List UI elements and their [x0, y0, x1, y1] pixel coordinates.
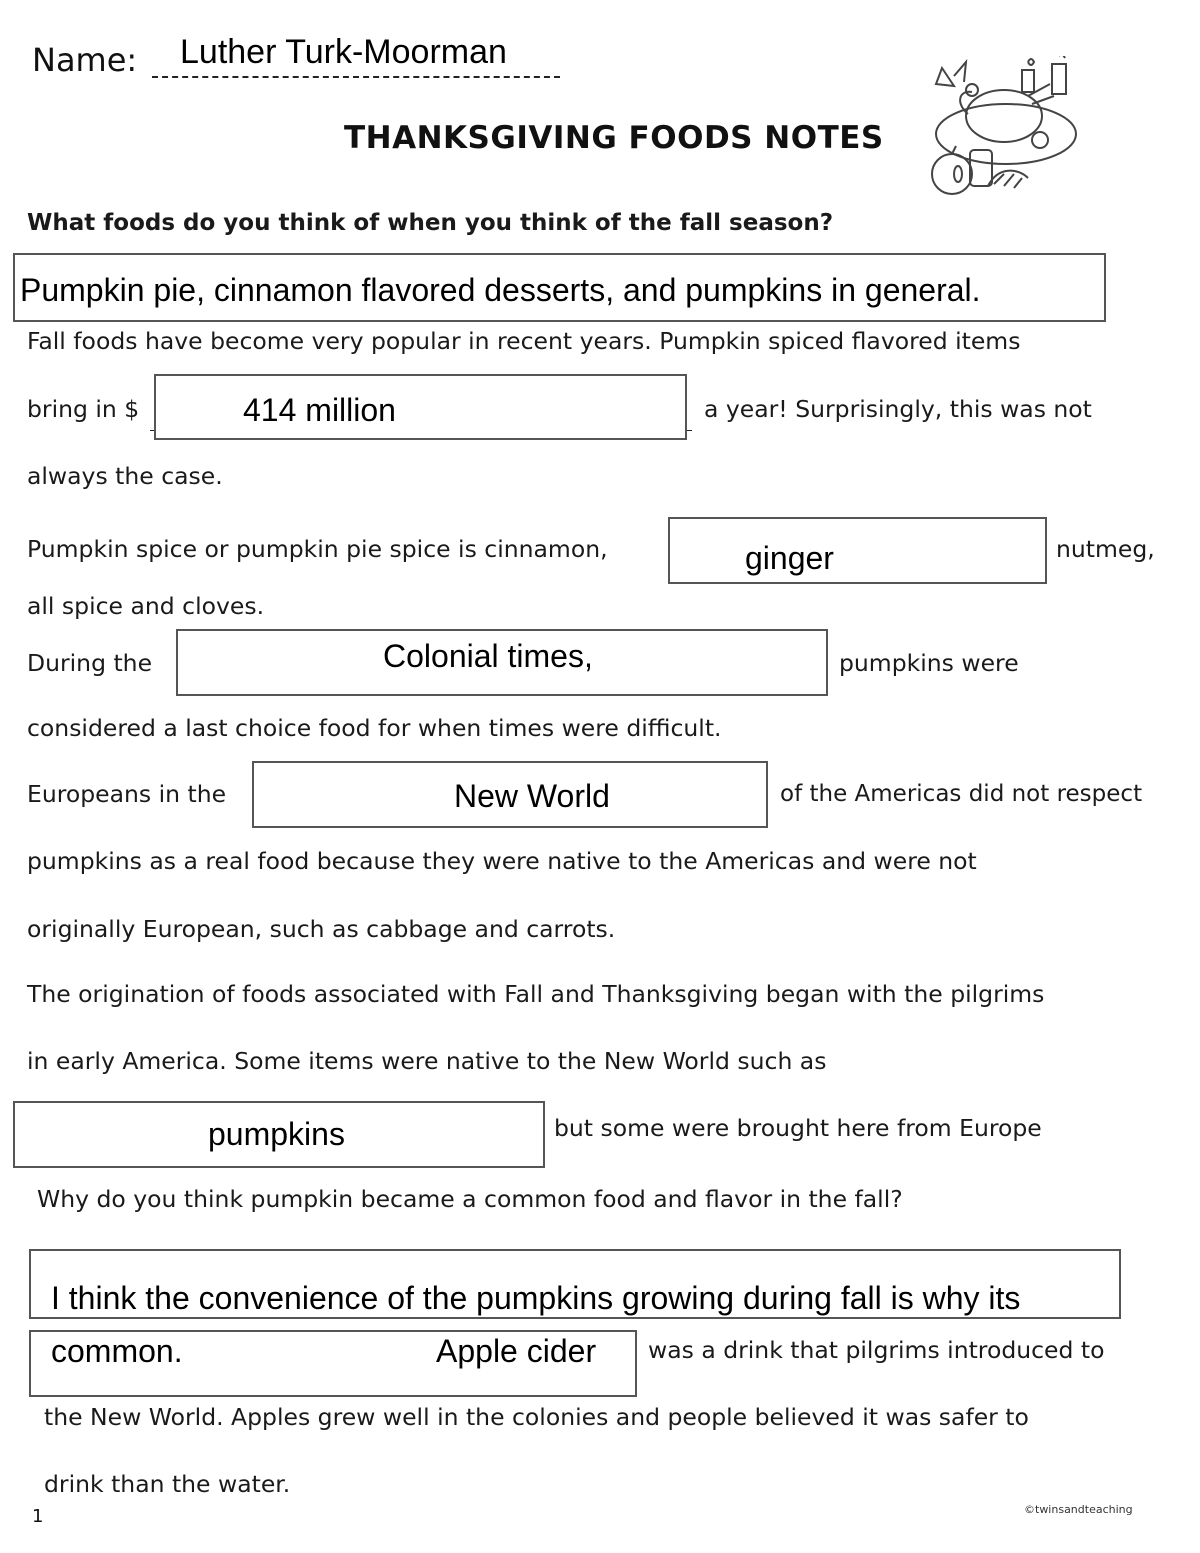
- para4-line3: originally European, such as cabbage and carrots.: [27, 915, 616, 943]
- para2-line2: all spice and cloves.: [27, 592, 265, 620]
- para2-answer-box[interactable]: [668, 517, 1047, 584]
- question-2-prompt: Why do you think pumpkin became a common food and flavor in the fall?: [37, 1185, 903, 1213]
- name-field[interactable]: Luther Turk-Moorman: [180, 33, 507, 71]
- name-underline: [152, 76, 560, 78]
- question-2-answer-line1: I think the convenience of the pumpkins growing during fall is why its: [51, 1280, 1021, 1316]
- para3-answer: Colonial times,: [383, 638, 593, 674]
- question-1-answer: Pumpkin pie, cinnamon flavored desserts, and pumpkins in general.: [20, 272, 981, 308]
- para1-line2-pre: bring in $: [27, 395, 140, 423]
- para4-line2: pumpkins as a real food because they were native to the Americas and were not: [27, 847, 977, 875]
- para3-line1-pre: During the: [27, 649, 153, 677]
- para5-line3-post: but some were brought here from Europe: [554, 1114, 1042, 1142]
- para1-line1: Fall foods have become very popular in recent years. Pumpkin spiced flavored items: [27, 327, 1021, 355]
- para1-answer: 414 million: [243, 392, 396, 428]
- para6-line2: the New World. Apples grew well in the colonies and people believed it was safer to: [44, 1403, 1029, 1431]
- para2-answer: ginger: [745, 540, 834, 576]
- page-number: 1: [32, 1506, 44, 1527]
- para1-line2-post: a year! Surprisingly, this was not: [704, 395, 1092, 423]
- question-1-prompt: What foods do you think of when you think of the fall season?: [27, 210, 834, 236]
- thanksgiving-turkey-icon: [928, 56, 1088, 206]
- para6-answer: Apple cider: [436, 1333, 597, 1369]
- para3-line1-post: pumpkins were: [839, 649, 1019, 677]
- para4-line1-post: of the Americas did not respect: [780, 781, 1143, 807]
- name-label: Name:: [32, 41, 138, 79]
- para6-line3: drink than the water.: [44, 1470, 291, 1498]
- question-2-answer-line2: common.: [51, 1333, 183, 1369]
- para5-line1: The origination of foods associated with Fall and Thanksgiving began with the pilgrims: [27, 980, 1045, 1008]
- para5-line2: in early America. Some items were native to the New World such as: [27, 1047, 827, 1075]
- para2-line1-pre: Pumpkin spice or pumpkin pie spice is cinnamon,: [27, 535, 608, 563]
- para4-line1-pre: Europeans in the: [27, 780, 227, 808]
- page-title: THANKSGIVING FOODS NOTES: [344, 120, 884, 156]
- para3-line2: considered a last choice food for when times were difficult.: [27, 714, 722, 742]
- para2-line1-post: nutmeg,: [1056, 535, 1155, 563]
- para5-answer: pumpkins: [208, 1116, 345, 1152]
- para6-line1-post: was a drink that pilgrims introduced to: [648, 1336, 1105, 1364]
- para4-answer: New World: [454, 778, 610, 814]
- para1-line3: always the case.: [27, 462, 223, 490]
- footer-credit: ©twinsandteaching: [1024, 1503, 1133, 1516]
- para1-answer-box[interactable]: [154, 374, 687, 440]
